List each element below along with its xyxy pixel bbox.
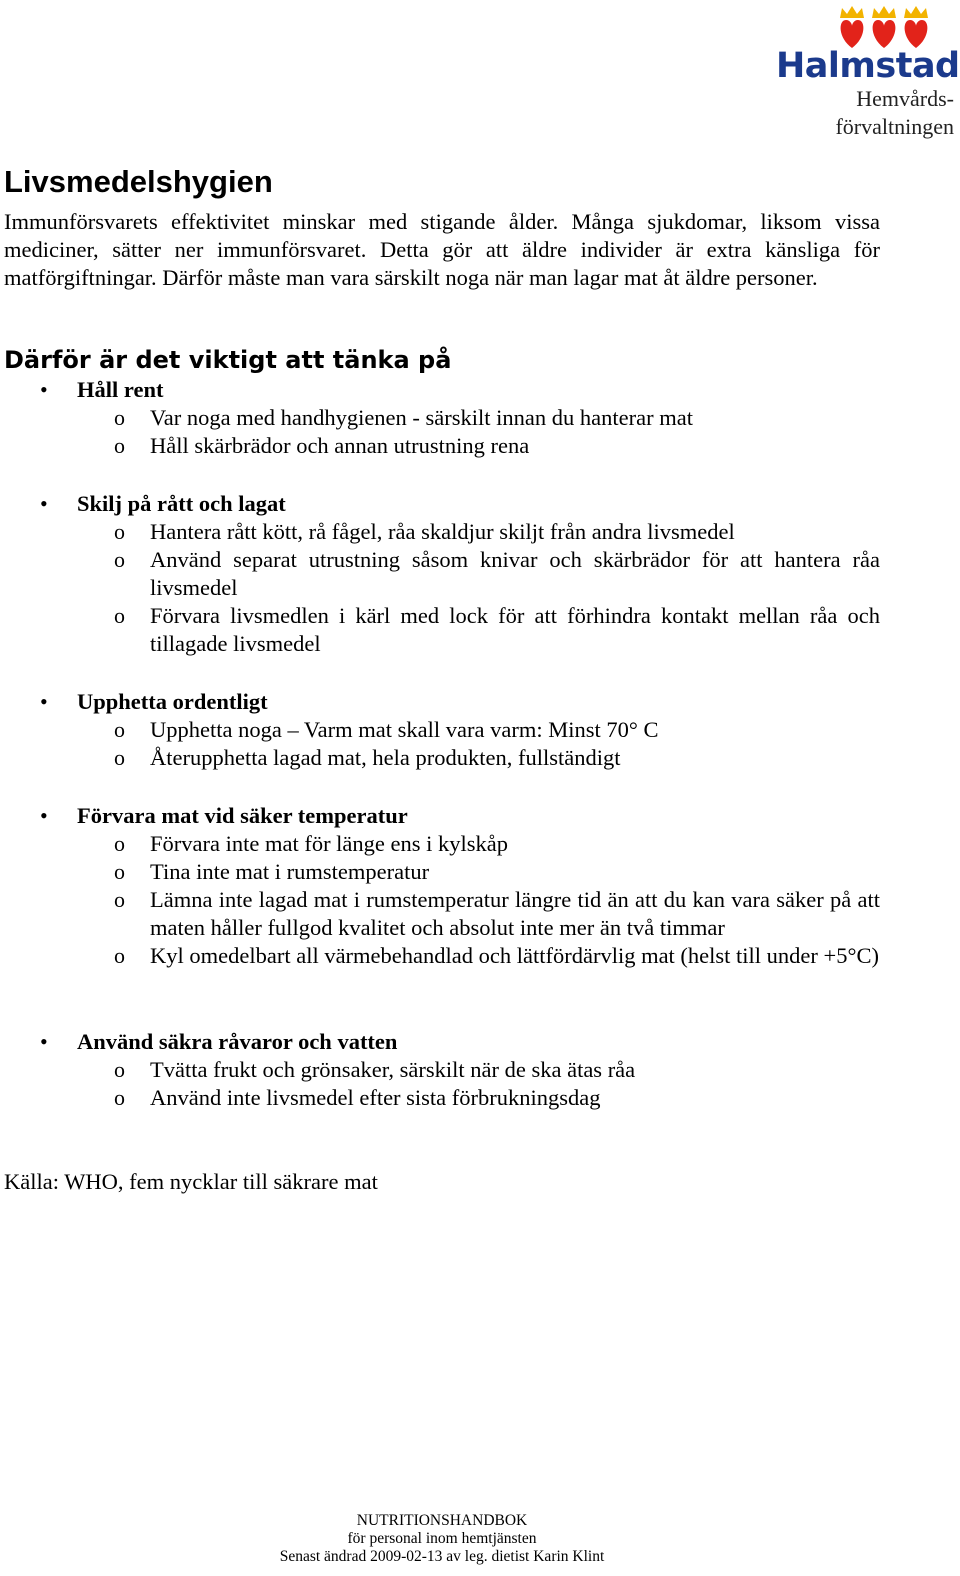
page-title: Livsmedelshygien [4, 164, 273, 199]
list-item [0, 886, 960, 942]
list-item [0, 858, 960, 886]
list-item [0, 602, 960, 658]
list-item [0, 1056, 960, 1084]
sub-bullet-icon: o [114, 405, 125, 430]
bullet-icon: • [40, 803, 48, 828]
list-item-text: Håll skärbrädor och annan utrustning rena [150, 433, 530, 458]
sub-bullet-icon: o [114, 603, 125, 628]
sub-bullet-icon: o [114, 519, 125, 544]
section-title: Håll rent [77, 377, 164, 402]
list-item [0, 830, 960, 858]
list-item-text: Förvara livsmedlen i kärl med lock för att förhindra kontakt mellan råa och tillagade livsmedel [150, 603, 880, 656]
list-item-text: Använd inte livsmedel efter sista förbrukningsdag [150, 1085, 601, 1110]
section-header [0, 688, 960, 716]
list-item-text: Kyl omedelbart all värmebehandlad och lättfördärvlig mat (helst till under +5°C) [150, 943, 879, 968]
sub-bullet-icon: o [114, 831, 125, 856]
logo-subtitle-line1: Hemvårds- [856, 86, 954, 111]
sub-bullet-icon: o [114, 717, 125, 742]
bullet-icon: • [40, 377, 48, 402]
halmstad-logo [772, 2, 958, 142]
section-header [0, 376, 960, 404]
list-item [0, 1084, 960, 1112]
list-item [0, 942, 960, 970]
sub-bullet-icon: o [114, 887, 125, 912]
section-header [0, 490, 960, 518]
logo-wordmark: Halmstad [776, 46, 960, 86]
bullet-icon: • [40, 689, 48, 714]
sub-bullet-icon: o [114, 1085, 125, 1110]
crown-icon [840, 6, 928, 18]
sub-bullet-icon: o [114, 745, 125, 770]
section-header [0, 802, 960, 830]
list-item-text: Återupphetta lagad mat, hela produkten, fullständigt [150, 745, 621, 770]
heart-icon [841, 20, 928, 48]
section-header [0, 1028, 960, 1056]
checklist-section [0, 1028, 960, 1112]
crowned-hearts-emblem [772, 2, 958, 52]
list-item-text: Använd separat utrustning såsom knivar och skärbrädor för att hantera råa livsmedel [150, 547, 880, 600]
list-item [0, 404, 960, 432]
list-item-text: Upphetta noga – Varm mat skall vara varm: Minst 70° C [150, 717, 659, 742]
page-footer [242, 1512, 642, 1566]
footer-line-3: Senast ändrad 2009-02-13 av leg. dietist Karin Klint [279, 1548, 605, 1565]
list-item-text: Lämna inte lagad mat i rumstemperatur längre tid än att du kan vara säker på att maten håller fullgod kvalitet och absolut inte mer än två timmar [150, 887, 880, 940]
list-item [0, 546, 960, 602]
bullet-icon: • [40, 1029, 48, 1054]
list-item [0, 518, 960, 546]
logo-subtitle-line2: förvaltningen [835, 114, 954, 139]
list-item-text: Var noga med handhygienen - särskilt innan du hanterar mat [150, 405, 693, 430]
sub-bullet-icon: o [114, 943, 125, 968]
section-title: Upphetta ordentligt [77, 689, 268, 714]
bullet-icon: • [40, 491, 48, 516]
intro-paragraph: Immunförsvarets effektivitet minskar med stigande ålder. Många sjukdomar, liksom vissa mediciner, sätter ner immunförsvaret. Detta gör att äldre individer är extra känsliga för matförgiftningar. Därför måste man vara särskilt noga när man lagar mat åt äldre personer. [4, 209, 880, 290]
section-title: Förvara mat vid säker temperatur [77, 803, 408, 828]
list-item-text: Hantera rått kött, rå fågel, råa skaldjur skiljt från andra livsmedel [150, 519, 735, 544]
list-item [0, 432, 960, 460]
footer-line-1: NUTRITIONSHANDBOK [356, 1512, 528, 1529]
checklist-section [0, 802, 960, 970]
sub-bullet-icon: o [114, 433, 125, 458]
list-item-text: Förvara inte mat för länge ens i kylskåp [150, 831, 509, 856]
sub-bullet-icon: o [114, 859, 125, 884]
section-heading: Därför är det viktigt att tänka på [4, 346, 452, 374]
list-item-text: Tina inte mat i rumstemperatur [150, 859, 430, 884]
section-title: Använd säkra råvaror och vatten [77, 1029, 398, 1054]
checklist-section [0, 688, 960, 772]
footer-line-2: för personal inom hemtjänsten [347, 1530, 537, 1547]
source-citation: Källa: WHO, fem nycklar till säkrare mat [4, 1169, 378, 1194]
section-title: Skilj på rått och lagat [77, 491, 286, 516]
sub-bullet-icon: o [114, 547, 125, 572]
list-item-text: Tvätta frukt och grönsaker, särskilt när de ska ätas råa [150, 1057, 636, 1082]
checklist-section [0, 376, 960, 460]
sub-bullet-icon: o [114, 1057, 125, 1082]
list-item [0, 716, 960, 744]
checklist-section [0, 490, 960, 658]
list-item [0, 744, 960, 772]
